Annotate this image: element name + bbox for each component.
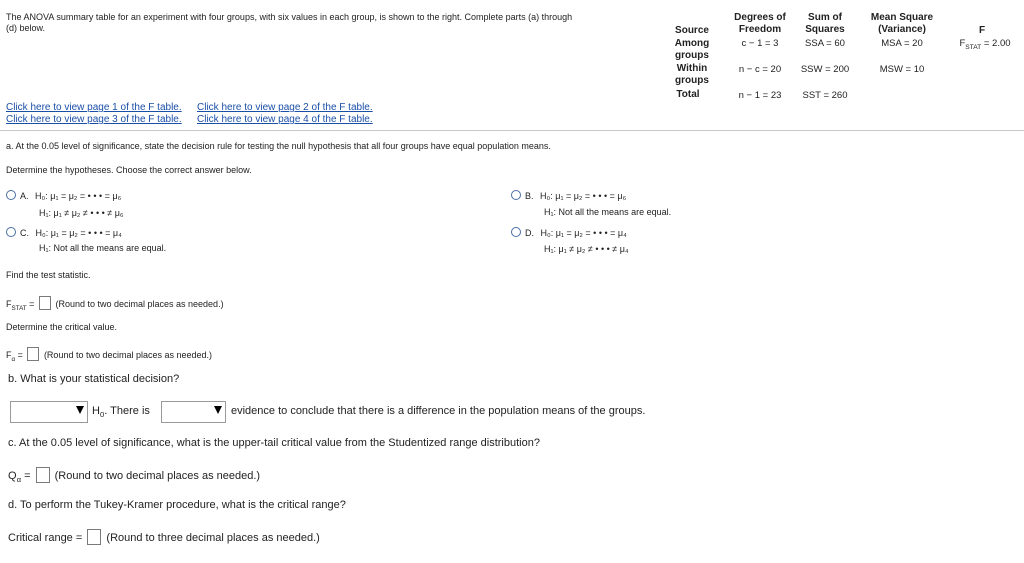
header-source: Source — [675, 25, 709, 36]
header-ss — [795, 12, 855, 36]
falpha-sub: α — [11, 355, 16, 363]
h0-sub: 0 — [99, 410, 105, 420]
q-letter: Q — [8, 470, 17, 482]
evidence-select-arrow-icon — [214, 406, 222, 414]
header-df-line2: Freedom — [738, 24, 782, 35]
critical-range-input[interactable] — [87, 529, 101, 545]
row-within-df: n − c = 20 — [738, 64, 782, 75]
fstat-row — [6, 296, 224, 312]
option-a-h1: H₁: μ₁ ≠ μ₂ ≠ • • • ≠ μ₆ — [39, 208, 124, 218]
option-c[interactable] — [6, 227, 122, 238]
fstat-input[interactable] — [39, 296, 51, 310]
falpha-letter: F — [6, 350, 12, 360]
part-b-mid-text — [92, 405, 150, 419]
option-d-h1: H₁: μ₁ ≠ μ₂ ≠ • • • ≠ μ₄ — [544, 244, 629, 254]
decision-select[interactable] — [10, 401, 88, 423]
fstat-letter: F — [6, 299, 12, 309]
header-ms-line1: Mean Square — [870, 12, 934, 23]
option-a[interactable] — [6, 190, 121, 201]
part-a-question: a. At the 0.05 level of significance, state the decision rule for testing the null hypothesis that all four groups have equal population means. — [6, 141, 551, 151]
h0-letter: H — [92, 405, 100, 417]
row-among-ms: MSA = 20 — [881, 38, 923, 49]
fstat-sub: STAT — [11, 304, 27, 312]
option-d-radio[interactable] — [511, 227, 521, 237]
row-within-ss: SSW = 200 — [800, 64, 850, 75]
row-among-source — [664, 38, 720, 62]
header-ms — [858, 12, 946, 36]
option-a-letter: A. — [20, 191, 29, 201]
part-b-suffix: evidence to conclude that there is a difference in the population means of the groups. — [231, 405, 646, 417]
q-sub: α — [16, 475, 22, 485]
option-a-h0: H₀: μ₁ = μ₂ = • • • = μ₆ — [35, 191, 122, 201]
q-equals: = — [21, 470, 31, 482]
part-b-question: b. What is your statistical decision? — [8, 373, 180, 385]
header-ms-line2: (Variance) — [878, 24, 926, 35]
row-among-source-line1: Among — [674, 38, 710, 49]
q-alpha-input[interactable] — [36, 467, 50, 483]
option-b-h1: H₁: Not all the means are equal. — [544, 207, 672, 217]
header-ss-line2: Squares — [805, 24, 845, 35]
test-stat-prompt: Find the test statistic. — [6, 270, 91, 280]
fstat-table-value: = 2.00 — [981, 38, 1011, 49]
option-b-radio[interactable] — [511, 190, 521, 200]
header-ss-line1: Sum of — [808, 12, 842, 23]
q-alpha-hint: (Round to two decimal places as needed.) — [54, 470, 261, 482]
falpha-equals: = — [15, 350, 23, 360]
row-among-df: c − 1 = 3 — [741, 38, 779, 49]
evidence-select[interactable] — [161, 401, 226, 423]
falpha-hint: (Round to two decimal places as needed.) — [43, 350, 213, 360]
option-a-radio[interactable] — [6, 190, 16, 200]
option-c-h0: H₀: μ₁ = μ₂ = • • • = μ₄ — [35, 228, 122, 238]
option-c-radio[interactable] — [6, 227, 16, 237]
part-a-instruction: Determine the hypotheses. Choose the correct answer below. — [6, 165, 252, 175]
header-f: F — [978, 25, 986, 36]
option-c-h1: H₁: Not all the means are equal. — [39, 243, 167, 253]
link-f-table-page-3[interactable]: Click here to view page 3 of the F table. — [6, 114, 182, 125]
intro-line-1: The ANOVA summary table for an experiment with four groups, with six values in each group, is shown to the right. Complete parts (a) through — [6, 12, 573, 22]
option-d-letter: D. — [525, 228, 534, 238]
fstat-table-sub: STAT — [965, 43, 982, 51]
critical-range-row — [8, 529, 320, 545]
row-among-source-line2: groups — [675, 50, 709, 61]
falpha-row — [6, 347, 212, 363]
link-f-table-page-1[interactable]: Click here to view page 1 of the F table. — [6, 102, 182, 113]
critical-prompt: Determine the critical value. — [6, 322, 118, 332]
row-total-ss: SST = 260 — [802, 90, 848, 101]
option-c-letter: C. — [20, 228, 29, 238]
there-is-text: . There is — [104, 405, 150, 417]
decision-select-arrow-icon — [76, 406, 84, 414]
critical-range-hint: (Round to three decimal places as needed.) — [106, 532, 320, 544]
row-within-source — [664, 63, 720, 87]
falpha-input[interactable] — [27, 347, 39, 361]
option-d-h0: H₀: μ₁ = μ₂ = • • • = μ₄ — [540, 228, 627, 238]
fstat-equals: = — [26, 299, 35, 309]
row-within-source-line2: groups — [675, 75, 709, 86]
fstat-table-letter: F — [959, 38, 966, 49]
header-df — [722, 12, 798, 36]
row-total-source: Total — [676, 89, 700, 100]
row-among-f — [952, 38, 1018, 51]
option-b[interactable] — [511, 190, 626, 201]
critical-range-label: Critical range = — [8, 532, 83, 544]
intro-line-2: (d) below. — [6, 23, 46, 33]
part-c-question: c. At the 0.05 level of significance, what is the upper-tail critical value from the Studentized range distribution? — [8, 437, 540, 449]
part-d-question: d. To perform the Tukey-Kramer procedure, what is the critical range? — [8, 499, 346, 511]
option-d[interactable] — [511, 227, 627, 238]
row-total-df: n − 1 = 23 — [738, 90, 782, 101]
link-f-table-page-4[interactable]: Click here to view page 4 of the F table. — [197, 114, 373, 125]
divider — [0, 130, 1024, 131]
fstat-hint: (Round to two decimal places as needed.) — [55, 299, 224, 309]
row-among-ss: SSA = 60 — [805, 38, 845, 49]
header-df-line1: Degrees of — [734, 12, 786, 23]
row-within-ms: MSW = 10 — [879, 64, 925, 75]
option-b-letter: B. — [525, 191, 534, 201]
row-within-source-line1: Within — [676, 63, 708, 74]
link-f-table-page-2[interactable]: Click here to view page 2 of the F table. — [197, 102, 373, 113]
option-b-h0: H₀: μ₁ = μ₂ = • • • = μ₆ — [540, 191, 627, 201]
q-alpha-row — [8, 467, 260, 484]
